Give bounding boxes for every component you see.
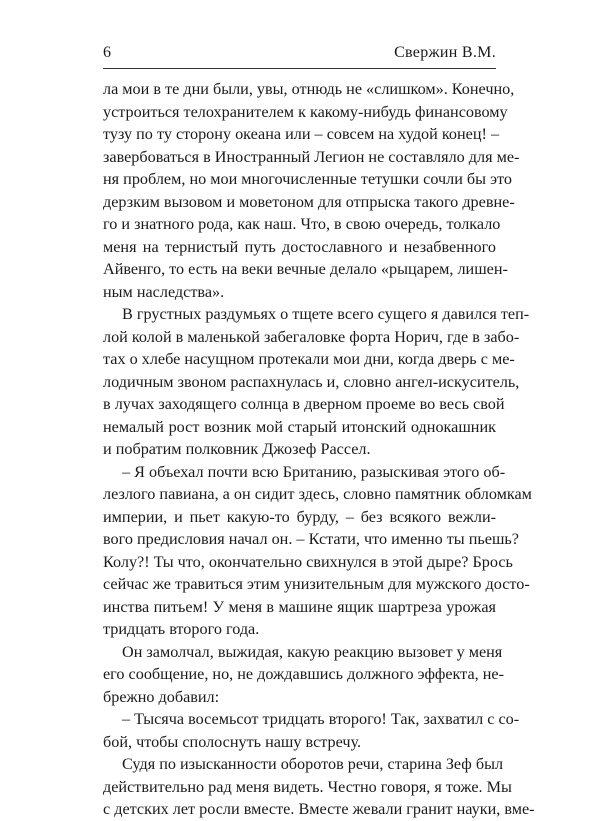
text-line: лой колой в маленькой забегаловке форта Норич, где в забо- [103,327,520,346]
text-line: вого предисловия начал он. – Кстати, что именно ты пьешь? [103,530,519,548]
page-header [103,44,496,66]
text-line: в лучах заходящего солнца в дверном проеме во весь свой [103,395,505,413]
text-line: немалый рост возник мой старый итонский однокашник [103,417,496,436]
text-line: и побратим полковник Джозеф Рассел. [103,440,371,458]
text-line: меня на тернистый путь достославного и незабвенного [103,237,496,256]
text-line: брежно добавил: [103,687,220,706]
text-line: Судя по изысканности оборотов речи, старина Зеф был [122,755,504,773]
text-line: сейчас же травиться этим унизительным для мужского досто- [103,575,530,593]
text-line: устроиться телохранителем к какому-нибудь финансовому [103,102,508,121]
text-line: тридцать второго года. [103,620,260,638]
text-line: дерзким вызовом и моветоном для отпрыска такого древне- [103,192,515,211]
text-line: тах о хлебе насущном протекали мои дни, когда дверь с ме- [103,350,515,368]
text-line: Айвенго, то есть на веки вечные делало «рыцарем, лишен- [103,260,508,278]
text-line: лодичным звоном распахнулась и, словно ангел-искуситель, [103,372,520,391]
text-line: ла мои в те дни были, увы, отнюдь не «слишком». Конечно, [103,80,515,98]
header-rule [103,68,496,69]
text-line: инства питьем! У меня в машине ящик шартреза урожая [103,597,496,616]
text-line: его сообщение, но, не дождавшись должного эффекта, не- [103,665,504,683]
text-line: империи, и пьет какую-то бурду, – без всякого вежли- [103,507,496,526]
text-line: завербоваться в Иностранный Легион не составляло для ме- [103,147,520,166]
text-line: Он замолчал, выжидая, какую реакцию вызовет у меня [122,642,503,661]
text-line: с детских лет росли вместе. Вместе жевали гранит науки, вме- [103,800,535,818]
text-line: – Тысяча восемьсот тридцать второго! Так, захватил с со- [122,710,520,728]
text-line: бой, чтобы сполоснуть нашу встречу. [103,732,362,751]
running-head-author: Свержин В.М. [394,44,496,61]
text-line: действительно рад меня видеть. Честно говоря, я тоже. Мы [103,777,512,796]
text-line: ня проблем, но мои многочисленные тетушки сочли бы это [103,170,512,188]
text-line: Колу?! Ты что, окончательно свихнулся в этой дыре? Брось [103,552,513,571]
text-line: тузу по ту сторону океана или – совсем на худой конец! – [103,125,500,143]
text-line: – Я объехал почти всю Британию, разыскивая этого об- [122,462,506,481]
page-number: 6 [103,44,112,61]
text-line: лезлого павиана, а он сидит здесь, словно памятник обломкам [103,485,532,503]
text-line: го и знатного рода, как наш. Что, в свою очередь, толкало [103,215,501,233]
body-text [103,78,535,821]
text-line: ным наследства». [103,282,225,301]
text-line: В грустных раздумьях о тщете всего сущего я давился теп- [122,305,530,323]
